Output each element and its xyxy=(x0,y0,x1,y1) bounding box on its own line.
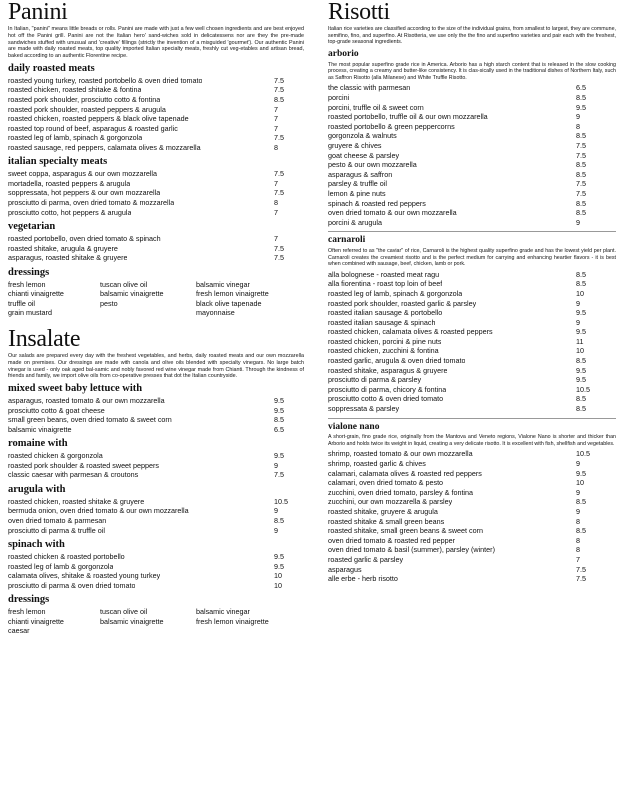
item-price: 7.5 xyxy=(274,253,284,263)
item-name: oven dried tomato & basil (summer), parsley (winter) xyxy=(328,546,495,555)
menu-item xyxy=(8,471,304,481)
item-price: 7.5 xyxy=(576,574,586,584)
menu-item xyxy=(328,537,616,547)
panini-dressings-heading: dressings xyxy=(8,266,50,278)
item-name: roasted young turkey, roasted portobello & oven dried tomato xyxy=(8,76,203,85)
dressing-row xyxy=(8,618,304,628)
menu-item xyxy=(328,290,616,300)
item-price: 8.5 xyxy=(274,415,284,425)
item-name: prosciutto di parma & oven dried tomato xyxy=(8,581,136,590)
menu-item xyxy=(328,219,616,229)
item-price: 7.5 xyxy=(576,188,586,198)
dressing-item: black olive tapenade xyxy=(196,299,262,308)
menu-item xyxy=(328,104,616,114)
item-name: calamata olives, shitake & roasted young turkey xyxy=(8,572,161,581)
item-price: 9 xyxy=(274,460,278,470)
item-name: roasted shitake, arugula & gruyere xyxy=(8,244,118,253)
item-price: 11 xyxy=(576,336,584,346)
item-name: roasted shitake, gruyere & arugula xyxy=(328,508,438,516)
dressing-item xyxy=(100,627,196,637)
left-column xyxy=(8,0,304,637)
item-price: 10 xyxy=(576,288,584,298)
menu-item xyxy=(328,338,616,348)
item-price: 8.5 xyxy=(274,515,284,525)
item-price: 7.5 xyxy=(274,470,284,480)
menu-item xyxy=(328,386,616,396)
menu-item xyxy=(8,235,304,245)
dressing-row xyxy=(8,281,304,291)
item-price: 8 xyxy=(274,142,278,152)
item-price: 9 xyxy=(274,506,278,516)
item-name: goat cheese & parsley xyxy=(328,151,400,160)
item-name: roasted pork shoulder, roasted peppers & arugula xyxy=(8,105,166,114)
item-price: 10 xyxy=(274,571,282,581)
item-name: soppressata & parsley xyxy=(328,405,400,414)
menu-item xyxy=(8,572,304,582)
item-price: 9 xyxy=(576,298,580,308)
item-price: 8.5 xyxy=(576,497,586,507)
item-name: roasted shitake, asparagus & gruyere xyxy=(328,366,448,375)
item-price: 8.5 xyxy=(576,404,586,414)
item-name: small green beans, oven dried tomato & sweet corn xyxy=(8,416,172,425)
dressing-item xyxy=(100,309,196,319)
item-price: 6.5 xyxy=(274,424,284,434)
panini-title: Panini xyxy=(8,0,68,25)
item-price: 8.5 xyxy=(576,169,586,179)
item-price: 7 xyxy=(274,123,278,133)
item-name: calamari, calamata olives & roasted red peppers xyxy=(328,469,482,478)
item-price: 9 xyxy=(576,112,580,122)
menu-item xyxy=(8,134,304,144)
menu-item xyxy=(328,395,616,405)
item-name: porcini xyxy=(328,94,350,103)
dressing-item: fresh lemon vinaigrette xyxy=(196,617,269,626)
dressing-item: grain mustard xyxy=(8,309,52,318)
insalate-intro: Our salads are prepared every day with the freshest vegetables, and herbs, daily roasted meats and our own mozzarella made on premises. Our dressings are made with canola and olive oils blended with specialty vinegars. No large batch vinegar is used - only oak aged bal-samic and nobly favored red wine vinegar made from Chianti. Through the kindness of friends and family, we import olive oils from co-operative presses that dot the Italian countryside. xyxy=(8,353,304,380)
item-name: asparagus & saffron xyxy=(328,170,393,179)
item-price: 7.5 xyxy=(576,150,586,160)
item-price: 7 xyxy=(274,207,278,217)
menu-item xyxy=(328,190,616,200)
menu-item xyxy=(328,405,616,415)
dressing-row xyxy=(8,309,304,319)
group-intro-arborio: The most popular superfino grade rice in America. Arborio has a high starch content that is released in the slow cooking process, creating a creamy and butter-like consistency. It is clas-sically used in the traditional dishes of Northern Italy, such as Saffron Risotto (alla Milanese) and White Truffle Risotto. xyxy=(328,61,616,81)
item-price: 9 xyxy=(576,217,580,227)
item-price: 8.5 xyxy=(576,160,586,170)
group-intro-carnaroli: Often referred to as "the caviar" of rice, Carnaroli is the highest quality superfino grade and has the lowest yield per plant. Carnaroli creates the creamiest risotto and is the perfect medium for carrying and enhancing heartier flavors - it is best when combined with sausage, beef, chicken, lamb or pork. xyxy=(328,247,616,268)
item-price: 7 xyxy=(274,234,278,244)
menu-item xyxy=(328,460,616,470)
item-name: bermuda onion, oven dried tomato & our own mozzarella xyxy=(8,507,189,516)
menu-item xyxy=(8,553,304,563)
menu-item xyxy=(8,144,304,154)
item-price: 8 xyxy=(576,121,580,131)
item-price: 7.5 xyxy=(576,179,586,189)
menu-item xyxy=(328,84,616,94)
group-heading-mixed-sweet-baby-lettuce-with: mixed sweet baby lettuce with xyxy=(8,383,143,395)
menu-item xyxy=(328,566,616,576)
dressing-item: caesar xyxy=(8,627,30,636)
menu-item xyxy=(8,407,304,417)
item-name: roasted chicken, roasted shitake & gruyere xyxy=(8,497,145,506)
group-heading-romaine-with: romaine with xyxy=(8,438,68,450)
menu-item xyxy=(8,245,304,255)
menu-item xyxy=(328,271,616,281)
right-column xyxy=(328,0,616,585)
item-name: asparagus, roasted tomato & our own mozzarella xyxy=(8,396,165,405)
menu-item xyxy=(8,527,304,537)
item-price: 7.5 xyxy=(274,133,284,143)
item-name: sweet coppa, asparagus & our own mozzarella xyxy=(8,170,158,179)
menu-item xyxy=(328,161,616,171)
dressing-row xyxy=(8,290,304,300)
item-name: balsamic vinaigrette xyxy=(8,425,72,434)
item-name: prosciutto cotto, hot peppers & arugula xyxy=(8,208,132,217)
item-price: 9 xyxy=(576,317,580,327)
item-price: 7 xyxy=(274,178,278,188)
item-name: roasted chicken, porcini & pine nuts xyxy=(328,337,442,346)
item-price: 8.5 xyxy=(576,131,586,141)
section-divider xyxy=(328,418,616,419)
item-price: 9 xyxy=(576,459,580,469)
group-heading-arugula-with: arugula with xyxy=(8,483,66,495)
menu-item xyxy=(328,171,616,181)
item-name: roasted shitake & small green beans xyxy=(328,517,445,526)
dressing-item: pesto xyxy=(100,299,118,308)
item-price: 7 xyxy=(576,554,580,564)
dressing-row xyxy=(8,300,304,310)
item-price: 8 xyxy=(274,198,278,208)
menu-item xyxy=(8,209,304,219)
menu-item xyxy=(328,527,616,537)
item-name: soppressata, hot peppers & our own mozzarella xyxy=(8,189,161,198)
item-name: prosciutto di parma, oven dried tomato & mozzarella xyxy=(8,199,175,208)
item-name: prosciutto di parma & parsley xyxy=(328,376,422,385)
item-price: 8 xyxy=(576,535,580,545)
item-price: 9.5 xyxy=(576,327,586,337)
item-name: porcini, truffle oil & sweet corn xyxy=(328,103,424,112)
menu-item xyxy=(8,452,304,462)
menu-item xyxy=(328,328,616,338)
item-price: 7.5 xyxy=(274,243,284,253)
item-price: 8.5 xyxy=(576,526,586,536)
item-name: shrimp, roasted garlic & chives xyxy=(328,460,426,469)
item-name: porcini & arugula xyxy=(328,218,382,227)
menu-item xyxy=(8,106,304,116)
item-name: roasted leg of lamb, spinach & gorgonzola xyxy=(8,134,143,143)
item-price: 9.5 xyxy=(576,102,586,112)
item-name: oven dried tomato & roasted red pepper xyxy=(328,536,456,545)
menu-item xyxy=(328,498,616,508)
item-price: 9 xyxy=(576,507,580,516)
item-name: roasted pork shoulder, roasted garlic & parsley xyxy=(328,299,477,308)
item-name: roasted sausage, red peppers, calamata olives & mozzarella xyxy=(8,143,201,152)
group-heading-arborio: arborio xyxy=(328,49,359,60)
dressing-item: fresh lemon xyxy=(8,280,46,289)
item-price: 7.5 xyxy=(576,564,586,574)
item-name: oven dried tomato & our own mozzarella xyxy=(328,209,457,218)
dressing-item: tuscan olive oil xyxy=(100,608,148,617)
menu-item xyxy=(328,489,616,499)
menu-item xyxy=(8,96,304,106)
item-name: roasted italian sausage & spinach xyxy=(328,318,436,327)
item-name: prosciutto di parma & truffle oil xyxy=(8,526,105,535)
item-name: roasted chicken, roasted peppers & black olive tapenade xyxy=(8,115,189,124)
insalate-groups xyxy=(8,383,304,591)
menu-item xyxy=(8,416,304,426)
item-price: 8.5 xyxy=(576,356,586,366)
panini-intro: In Italian, "panini" means little breads or rolls. Panini are made with just a few well chosen ingredients and are best enjoyed hot off the Panini grill. Panini are not the Italian hero' sand-wiches sold in delicatessens nor are they the pre-made sandwiches stuffed with unusual and 'creative' fillings (strictly the invention of a misguided 'gourmet'). Our authentic Panini are made with daily roasted meats, top quality imported Italian specialty meats, freshly cut veg-etables and artisan bread, baked according to an authentic Florentine recipe. xyxy=(8,26,304,60)
dressing-item: balsamic vinegar xyxy=(196,608,250,617)
menu-item xyxy=(8,115,304,125)
menu-item xyxy=(8,462,304,472)
item-name: roasted pork shoulder & roasted sweet peppers xyxy=(8,461,160,470)
dressing-item: tuscan olive oil xyxy=(100,280,148,289)
item-name: asparagus, roasted shitake & gruyere xyxy=(8,254,128,263)
menu-item xyxy=(328,142,616,152)
menu-item xyxy=(8,426,304,436)
item-name: roasted chicken, calamata olives & roasted peppers xyxy=(328,328,493,337)
item-price: 9.5 xyxy=(274,451,284,461)
dressing-item: truffle oil xyxy=(8,299,36,308)
item-price: 7.5 xyxy=(274,75,284,85)
group-heading-vialone-nano: vialone nano xyxy=(328,421,380,432)
item-name: spinach & roasted red peppers xyxy=(328,199,426,208)
item-name: oven dried tomato & parmesan xyxy=(8,516,107,525)
item-name: prosciutto di parma, chicory & fontina xyxy=(328,385,447,394)
item-price: 8.5 xyxy=(576,198,586,208)
item-name: mortadella, roasted peppers & arugula xyxy=(8,179,131,188)
risotti-groups xyxy=(328,49,616,585)
item-price: 8.5 xyxy=(576,208,586,218)
item-name: roasted portobello, oven dried tomato & spinach xyxy=(8,235,161,244)
section-divider xyxy=(328,231,616,232)
item-price: 9.5 xyxy=(576,468,586,478)
item-price: 9 xyxy=(576,487,580,497)
menu-item xyxy=(8,189,304,199)
item-name: alla bolognese - roasted meat ragu xyxy=(328,270,440,279)
item-name: roasted portobello, truffle oil & our own mozzarella xyxy=(328,113,488,122)
menu-item xyxy=(8,507,304,517)
item-price: 9.5 xyxy=(274,551,284,561)
item-name: roasted chicken & gorgonzola xyxy=(8,452,103,461)
item-name: roasted garlic, arugula & oven dried tomato xyxy=(328,357,466,366)
menu-item xyxy=(8,125,304,135)
menu-item xyxy=(328,347,616,357)
menu-item xyxy=(8,397,304,407)
dressing-item: mayonnaise xyxy=(196,309,235,318)
item-name: asparagus xyxy=(328,565,362,574)
item-name: gruyere & chives xyxy=(328,141,382,150)
item-price: 7.5 xyxy=(576,140,586,150)
item-name: roasted portobello & green peppercorns xyxy=(328,122,455,131)
menu-item xyxy=(328,123,616,133)
item-price: 9 xyxy=(274,525,278,535)
item-name: prosciutto cotto & oven dried tomato xyxy=(328,395,444,404)
menu-item xyxy=(8,582,304,592)
item-name: prosciutto cotto & goat cheese xyxy=(8,406,105,415)
item-price: 6.5 xyxy=(576,83,586,93)
panini-dressings xyxy=(8,281,304,319)
item-name: pesto & our own mozzarella xyxy=(328,161,417,170)
item-price: 9.5 xyxy=(274,561,284,571)
group-heading-italian-specialty-meats: italian specialty meats xyxy=(8,156,108,168)
item-price: 10 xyxy=(576,346,584,356)
risotti-title: Risotti xyxy=(328,0,390,25)
group-heading-carnaroli: carnaroli xyxy=(328,235,366,246)
group-heading-vegetarian: vegetarian xyxy=(8,221,56,233)
menu-item xyxy=(328,367,616,377)
menu-item xyxy=(328,94,616,104)
item-name: roasted italian sausage & portobello xyxy=(328,309,443,318)
item-price: 10.5 xyxy=(576,384,590,394)
menu-item xyxy=(8,517,304,527)
item-price: 7.5 xyxy=(274,85,284,95)
item-name: alla fiorentina - roast top loin of beef xyxy=(328,280,443,289)
item-name: gorgonzola & walnuts xyxy=(328,132,397,141)
item-price: 10.5 xyxy=(576,449,590,459)
item-price: 10.5 xyxy=(274,496,288,506)
item-price: 9.5 xyxy=(576,375,586,385)
menu-item xyxy=(328,319,616,329)
insalate-dressings-heading: dressings xyxy=(8,594,50,606)
item-name: lemon & pine nuts xyxy=(328,189,386,198)
menu-item xyxy=(8,254,304,264)
group-heading-daily-roasted-meats: daily roasted meats xyxy=(8,62,95,74)
item-name: shrimp, roasted tomato & our own mozzarella xyxy=(328,450,473,459)
menu-item xyxy=(328,470,616,480)
item-price: 8 xyxy=(576,516,580,526)
item-price: 9.5 xyxy=(576,308,586,318)
menu-item xyxy=(328,132,616,142)
dressing-item: chianti vinaigrette xyxy=(8,617,64,626)
menu-item xyxy=(8,170,304,180)
item-name: alle erbe - herb risotto xyxy=(328,575,398,584)
insalate-title: Insalate xyxy=(8,326,81,352)
item-price: 9.5 xyxy=(274,405,284,415)
item-name: roasted leg of lamb & gorgonzola xyxy=(8,562,114,571)
group-intro-vialone-nano: A short-grain, fino grade rice, originally from the Mantova and Veneto regions, Vialone Nano is shorter and thicker than Arborio and holds twice its weight in liquid, creating a very delicate risotto. It is excellent with fish, shellfish and vegetables. xyxy=(328,434,616,447)
menu-item xyxy=(328,180,616,190)
menu-item xyxy=(328,113,616,123)
dressing-item: fresh lemon xyxy=(8,608,46,617)
menu-item xyxy=(328,309,616,319)
item-price: 10 xyxy=(576,478,584,488)
dressing-item: balsamic vinaigrette xyxy=(100,617,164,626)
dressing-item: balsamic vinegar xyxy=(196,280,250,289)
item-name: roasted chicken, zucchini & fontina xyxy=(328,347,439,356)
item-price: 10 xyxy=(274,580,282,590)
menu-item xyxy=(328,479,616,489)
menu-item xyxy=(8,563,304,573)
dressing-item: fresh lemon vinaigrette xyxy=(196,290,269,299)
item-price: 9.5 xyxy=(576,365,586,375)
item-name: zucchini, oven dried tomato, parsley & fontina xyxy=(328,488,474,497)
item-price: 7.5 xyxy=(274,169,284,179)
item-price: 8.5 xyxy=(576,394,586,404)
item-name: the classic with parmesan xyxy=(328,84,411,93)
menu-item xyxy=(328,209,616,219)
item-price: 8.5 xyxy=(576,279,586,289)
item-name: parsley & truffle oil xyxy=(328,180,387,189)
dressing-item: chianti vinaigrette xyxy=(8,290,64,299)
menu-item xyxy=(8,180,304,190)
item-price: 7 xyxy=(274,114,278,124)
menu-item xyxy=(328,575,616,585)
item-name: roasted leg of lamb, spinach & gorgonzola xyxy=(328,289,463,298)
item-price: 7.5 xyxy=(274,188,284,198)
menu-item xyxy=(8,199,304,209)
group-heading-spinach-with: spinach with xyxy=(8,539,65,551)
panini-groups xyxy=(8,63,304,264)
item-price: 8 xyxy=(576,545,580,555)
item-name: roasted chicken, roasted shitake & fontina xyxy=(8,86,142,95)
dressing-row xyxy=(8,627,304,637)
menu-item xyxy=(328,357,616,367)
item-name: roasted garlic & parsley xyxy=(328,555,404,564)
risotti-intro: Italian rice varieties are classified according to the size of the individual grains, from smallest to largest, they are commune, semifino, fino, and superfino. At Risotteria, we use only the the fino and superfino varieties and pair each with the freshest, top-grade seasonal ingredients. xyxy=(328,26,616,46)
item-name: calamari, oven dried tomato & pesto xyxy=(328,479,444,488)
menu-item xyxy=(8,498,304,508)
menu-item xyxy=(328,300,616,310)
menu-item xyxy=(8,86,304,96)
item-price: 7 xyxy=(274,104,278,114)
dressing-item: balsamic vinaigrette xyxy=(100,290,164,299)
item-name: roasted top round of beef, asparagus & roasted garlic xyxy=(8,124,178,133)
item-name: classic caesar with parmesan & croutons xyxy=(8,471,139,480)
menu-item xyxy=(328,518,616,528)
menu-item xyxy=(328,152,616,162)
menu-item xyxy=(328,200,616,210)
dressing-row xyxy=(8,608,304,618)
item-name: zucchini, our own mozzarella & parsley xyxy=(328,498,453,507)
item-name: roasted chicken & roasted portobello xyxy=(8,552,125,561)
item-name: roasted pork shoulder, prosciutto cotto & fontina xyxy=(8,95,161,104)
menu-item xyxy=(328,556,616,566)
menu-item xyxy=(328,508,616,518)
item-price: 8.5 xyxy=(274,94,284,104)
item-price: 9.5 xyxy=(274,395,284,405)
dressing-item xyxy=(196,627,304,637)
item-price: 8.5 xyxy=(576,269,586,279)
menu-item xyxy=(8,77,304,87)
menu-item xyxy=(328,280,616,290)
menu-item xyxy=(328,376,616,386)
insalate-dressings xyxy=(8,608,304,637)
menu-item xyxy=(328,450,616,460)
menu-item xyxy=(328,546,616,556)
item-price: 8.5 xyxy=(576,93,586,103)
item-name: roasted shitake, small green beans & sweet corn xyxy=(328,527,484,536)
